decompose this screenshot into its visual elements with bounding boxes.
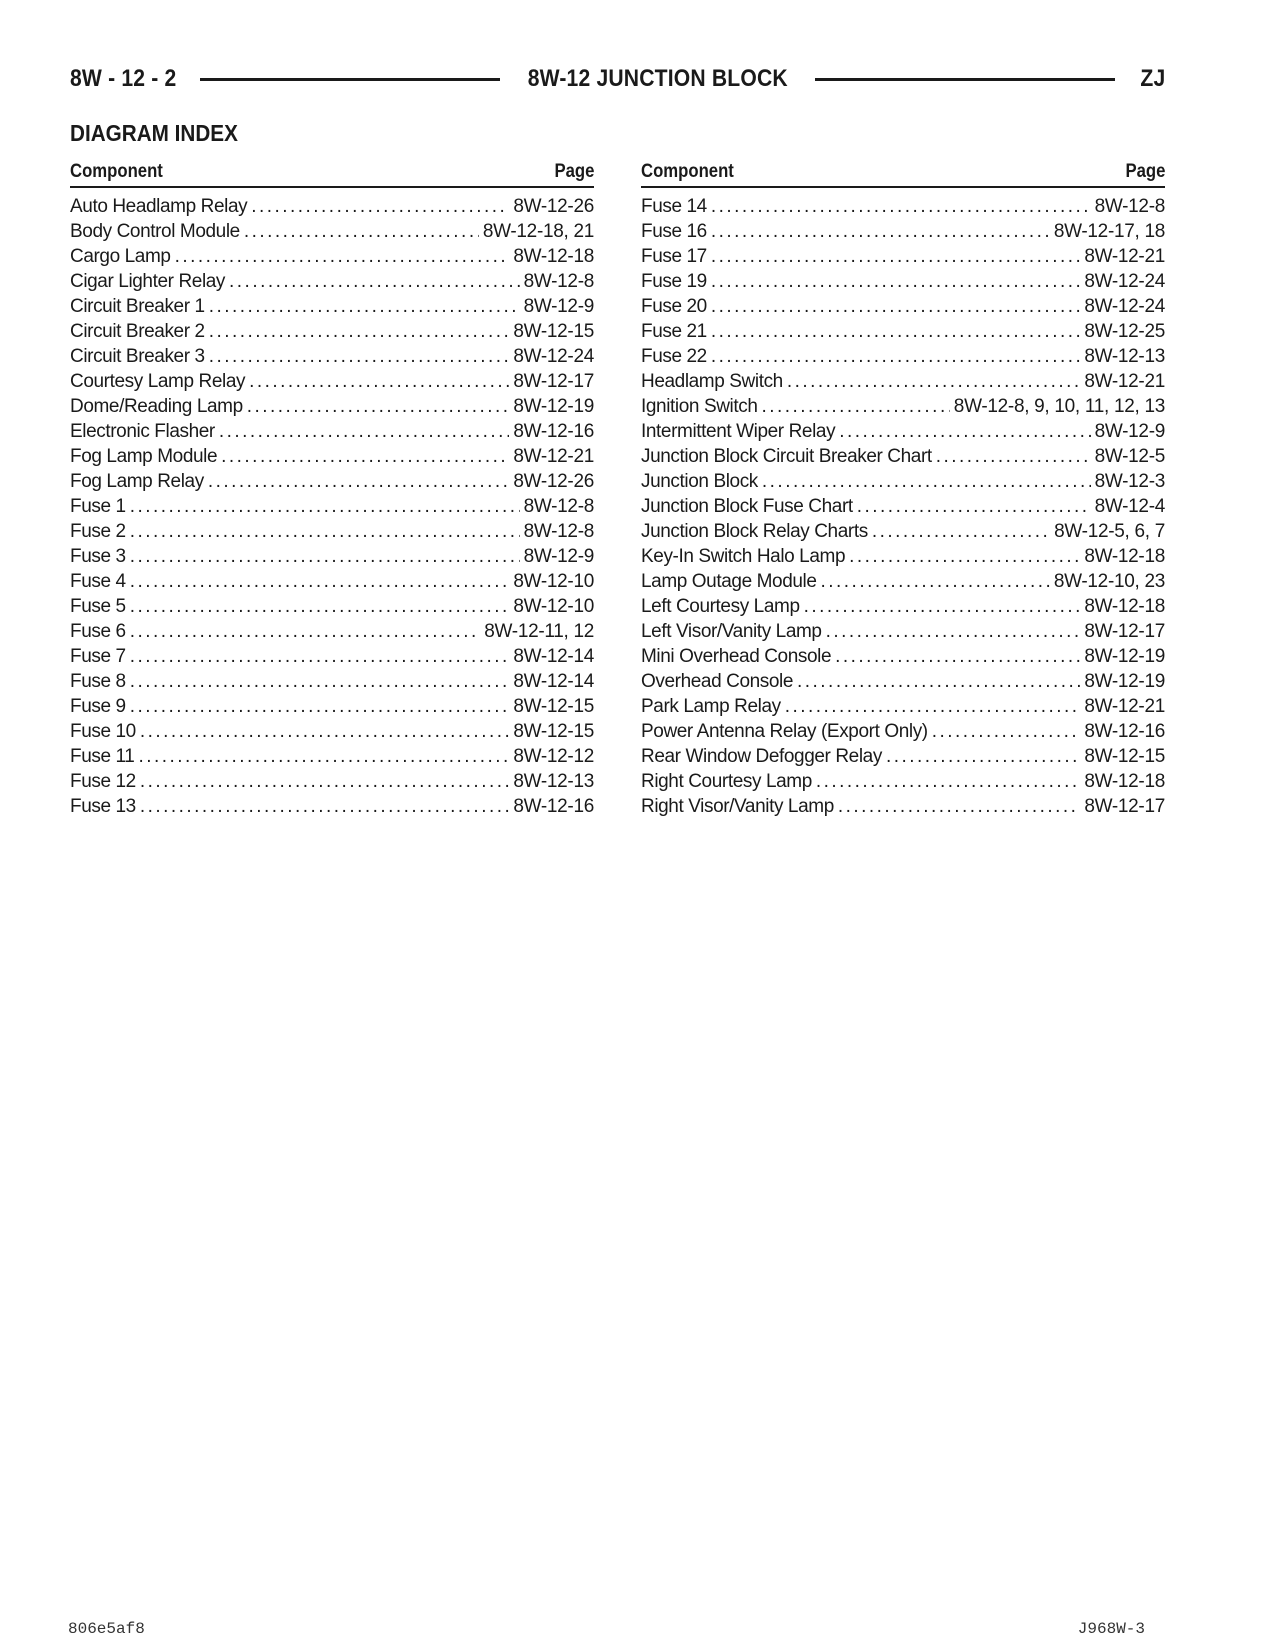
index-row (70, 244, 594, 269)
component-name: Fuse 21 (641, 321, 707, 342)
page-reference: 8W-12-12 (513, 746, 594, 767)
component-name: Overhead Console (641, 671, 794, 692)
component-name: Junction Block (641, 471, 758, 492)
page-reference: 8W-12-9 (1094, 421, 1165, 442)
component-name: Park Lamp Relay (641, 696, 781, 717)
component-name: Intermittent Wiper Relay (641, 421, 836, 442)
dot-leader (130, 644, 510, 669)
dot-leader (711, 244, 1080, 269)
dot-leader (787, 369, 1080, 394)
dot-leader (838, 794, 1080, 819)
component-name: Auto Headlamp Relay (70, 196, 248, 217)
index-row (641, 644, 1165, 669)
component-name: Circuit Breaker 3 (70, 346, 205, 367)
dot-leader (711, 319, 1080, 344)
page-reference: 8W-12-9 (523, 546, 594, 567)
component-name: Headlamp Switch (641, 371, 783, 392)
index-row (641, 594, 1165, 619)
index-row (70, 619, 594, 644)
page-reference: 8W-12-10 (513, 571, 594, 592)
dot-leader (247, 394, 510, 419)
page-reference: 8W-12-17 (513, 371, 594, 392)
index-row (70, 694, 594, 719)
component-name: Fuse 13 (70, 796, 136, 817)
index-row (641, 719, 1165, 744)
dot-leader (711, 269, 1080, 294)
component-name: Circuit Breaker 2 (70, 321, 205, 342)
dot-leader (229, 269, 520, 294)
page-reference: 8W-12-17 (1084, 621, 1165, 642)
section-title: DIAGRAM INDEX (70, 120, 238, 146)
index-row (641, 444, 1165, 469)
page-column-label: Page (1125, 161, 1165, 182)
page-reference: 8W-12-25 (1084, 321, 1165, 342)
index-row (641, 469, 1165, 494)
component-name: Fuse 7 (70, 646, 126, 667)
page-reference: 8W-12-18 (513, 246, 594, 267)
index-row (70, 544, 594, 569)
page-column-label: Page (554, 161, 594, 182)
component-name: Cargo Lamp (70, 246, 171, 267)
page-reference: 8W-12-18 (1084, 546, 1165, 567)
index-row (70, 644, 594, 669)
component-name: Fuse 14 (641, 196, 707, 217)
page-reference: 8W-12-24 (513, 346, 594, 367)
dot-leader (130, 669, 510, 694)
index-rows-left (70, 194, 594, 819)
component-name: Fuse 3 (70, 546, 126, 567)
page-reference: 8W-12-5 (1094, 446, 1165, 467)
header-title-wrap (510, 65, 806, 93)
page-reference: 8W-12-14 (513, 646, 594, 667)
page-reference: 8W-12-13 (1084, 346, 1165, 367)
page-reference: 8W-12-8 (523, 496, 594, 517)
index-row (641, 194, 1165, 219)
index-row (641, 794, 1165, 819)
component-name: Right Courtesy Lamp (641, 771, 812, 792)
component-name: Rear Window Defogger Relay (641, 746, 882, 767)
dot-leader (209, 344, 510, 369)
page-reference: 8W-12-15 (513, 721, 594, 742)
dot-leader (711, 194, 1091, 219)
page-reference: 8W-12-16 (513, 796, 594, 817)
component-name: Body Control Module (70, 221, 240, 242)
index-row (641, 369, 1165, 394)
index-row (641, 344, 1165, 369)
index-row (641, 519, 1165, 544)
index-row (641, 494, 1165, 519)
page-reference: 8W-12-8 (1094, 196, 1165, 217)
index-row (70, 369, 594, 394)
page-reference: 8W-12-11, 12 (484, 621, 594, 642)
dot-leader (821, 569, 1050, 594)
index-row (70, 319, 594, 344)
page-reference: 8W-12-14 (513, 671, 594, 692)
page-reference: 8W-12-15 (513, 696, 594, 717)
dot-leader (130, 494, 520, 519)
index-row (641, 294, 1165, 319)
page-reference: 8W-12-18 (1084, 771, 1165, 792)
component-name: Fog Lamp Module (70, 446, 218, 467)
dot-leader (251, 194, 509, 219)
dot-leader (785, 694, 1081, 719)
dot-leader (857, 494, 1091, 519)
header-page-ref: 8W - 12 - 2 (70, 65, 177, 92)
dot-leader (249, 369, 509, 394)
dot-leader (839, 419, 1090, 444)
component-name: Fuse 2 (70, 521, 126, 542)
index-row (641, 269, 1165, 294)
component-name: Fuse 1 (70, 496, 126, 517)
page-reference: 8W-12-21 (513, 446, 594, 467)
index-row (70, 494, 594, 519)
page-reference: 8W-12-26 (513, 471, 594, 492)
component-name: Fuse 5 (70, 596, 126, 617)
page-reference: 8W-12-17, 18 (1053, 221, 1165, 242)
component-name: Fuse 12 (70, 771, 136, 792)
component-name: Fuse 16 (641, 221, 707, 242)
page-reference: 8W-12-9 (523, 296, 594, 317)
dot-leader (804, 594, 1081, 619)
dot-leader (872, 519, 1050, 544)
component-name: Junction Block Fuse Chart (641, 496, 853, 517)
dot-leader (140, 794, 509, 819)
index-row (641, 769, 1165, 794)
column-header-left (70, 156, 594, 188)
page-reference: 8W-12-15 (1084, 746, 1165, 767)
header-rule-left (200, 78, 500, 81)
header-model: ZJ (1140, 65, 1166, 92)
index-row (641, 619, 1165, 644)
footer-code-left: 806e5af8 (68, 1620, 145, 1638)
component-name: Junction Block Circuit Breaker Chart (641, 446, 932, 467)
dot-leader (711, 219, 1050, 244)
page-reference: 8W-12-18 (1084, 596, 1165, 617)
component-name: Fuse 10 (70, 721, 136, 742)
index-row (70, 269, 594, 294)
dot-leader (140, 769, 509, 794)
component-name: Left Visor/Vanity Lamp (641, 621, 822, 642)
component-name: Junction Block Relay Charts (641, 521, 868, 542)
component-name: Fuse 4 (70, 571, 126, 592)
component-column-label: Component (641, 161, 734, 182)
dot-leader (209, 294, 520, 319)
component-name: Dome/Reading Lamp (70, 396, 243, 417)
index-row (641, 744, 1165, 769)
index-row (70, 394, 594, 419)
page-reference: 8W-12-17 (1084, 796, 1165, 817)
component-name: Cigar Lighter Relay (70, 271, 226, 292)
index-row (641, 694, 1165, 719)
component-name: Fuse 22 (641, 346, 707, 367)
component-column-label: Component (70, 161, 163, 182)
page-reference: 8W-12-26 (513, 196, 594, 217)
index-row (70, 219, 594, 244)
page-reference: 8W-12-8 (523, 521, 594, 542)
dot-leader (130, 519, 520, 544)
index-row (70, 294, 594, 319)
dot-leader (244, 219, 479, 244)
dot-leader (797, 669, 1080, 694)
component-name: Fuse 9 (70, 696, 126, 717)
header-title: 8W-12 JUNCTION BLOCK (527, 65, 788, 92)
page-reference: 8W-12-5, 6, 7 (1054, 521, 1165, 542)
index-row (70, 719, 594, 744)
dot-leader (936, 444, 1091, 469)
dot-leader (208, 469, 510, 494)
index-row (70, 744, 594, 769)
dot-leader (130, 569, 510, 594)
page-reference: 8W-12-15 (513, 321, 594, 342)
page-reference: 8W-12-21 (1084, 371, 1165, 392)
page-reference: 8W-12-4 (1094, 496, 1165, 517)
dot-leader (849, 544, 1080, 569)
page-reference: 8W-12-10, 23 (1053, 571, 1165, 592)
page-reference: 8W-12-16 (513, 421, 594, 442)
page-header (70, 62, 1165, 96)
component-name: Fuse 20 (641, 296, 707, 317)
dot-leader (219, 419, 509, 444)
index-row (70, 344, 594, 369)
dot-leader (762, 469, 1091, 494)
index-row (641, 669, 1165, 694)
index-column-right (641, 156, 1165, 819)
page-reference: 8W-12-8 (523, 271, 594, 292)
component-name: Courtesy Lamp Relay (70, 371, 246, 392)
component-name: Lamp Outage Module (641, 571, 817, 592)
index-row (641, 244, 1165, 269)
component-name: Fuse 11 (70, 746, 135, 767)
footer-code-right: J968W-3 (1077, 1620, 1145, 1638)
page-reference: 8W-12-24 (1084, 271, 1165, 292)
index-row (70, 569, 594, 594)
index-row (641, 219, 1165, 244)
dot-leader (130, 594, 510, 619)
header-rule-right (815, 78, 1115, 81)
dot-leader (130, 619, 481, 644)
dot-leader (932, 719, 1081, 744)
page-reference: 8W-12-18, 21 (482, 221, 594, 242)
page-reference: 8W-12-16 (1084, 721, 1165, 742)
index-row (70, 794, 594, 819)
component-name: Fuse 6 (70, 621, 126, 642)
dot-leader (762, 394, 950, 419)
index-row (70, 519, 594, 544)
index-row (70, 769, 594, 794)
column-header-right (641, 156, 1165, 188)
component-name: Right Visor/Vanity Lamp (641, 796, 834, 817)
dot-leader (711, 294, 1080, 319)
component-name: Mini Overhead Console (641, 646, 832, 667)
index-row (641, 569, 1165, 594)
page-reference: 8W-12-19 (1084, 646, 1165, 667)
component-name: Circuit Breaker 1 (70, 296, 205, 317)
index-row (641, 394, 1165, 419)
page-reference: 8W-12-19 (1084, 671, 1165, 692)
page-reference: 8W-12-21 (1084, 246, 1165, 267)
page-reference: 8W-12-19 (513, 396, 594, 417)
component-name: Key-In Switch Halo Lamp (641, 546, 846, 567)
index-row (641, 319, 1165, 344)
index-rows-right (641, 194, 1165, 819)
component-name: Fuse 19 (641, 271, 707, 292)
dot-leader (138, 744, 509, 769)
dot-leader (209, 319, 510, 344)
index-row (70, 469, 594, 494)
index-row (70, 194, 594, 219)
component-name: Ignition Switch (641, 396, 758, 417)
component-name: Fuse 17 (641, 246, 707, 267)
dot-leader (175, 244, 510, 269)
dot-leader (826, 619, 1081, 644)
dot-leader (711, 344, 1080, 369)
dot-leader (140, 719, 509, 744)
index-row (641, 544, 1165, 569)
index-row (641, 419, 1165, 444)
page-reference: 8W-12-8, 9, 10, 11, 12, 13 (953, 396, 1165, 417)
page-reference: 8W-12-21 (1084, 696, 1165, 717)
component-name: Left Courtesy Lamp (641, 596, 800, 617)
page-reference: 8W-12-3 (1094, 471, 1165, 492)
dot-leader (835, 644, 1080, 669)
index-row (70, 669, 594, 694)
header-model-wrap (1125, 65, 1165, 93)
index-row (70, 594, 594, 619)
page-reference: 8W-12-13 (513, 771, 594, 792)
dot-leader (130, 694, 510, 719)
dot-leader (886, 744, 1080, 769)
component-name: Power Antenna Relay (Export Only) (641, 721, 928, 742)
index-column-left (70, 156, 594, 819)
index-row (70, 419, 594, 444)
dot-leader (130, 544, 520, 569)
index-row (70, 444, 594, 469)
dot-leader (816, 769, 1080, 794)
component-name: Fog Lamp Relay (70, 471, 204, 492)
dot-leader (221, 444, 509, 469)
header-page-ref-wrap (70, 65, 190, 93)
component-name: Electronic Flasher (70, 421, 215, 442)
page-reference: 8W-12-10 (513, 596, 594, 617)
page-reference: 8W-12-24 (1084, 296, 1165, 317)
component-name: Fuse 8 (70, 671, 126, 692)
